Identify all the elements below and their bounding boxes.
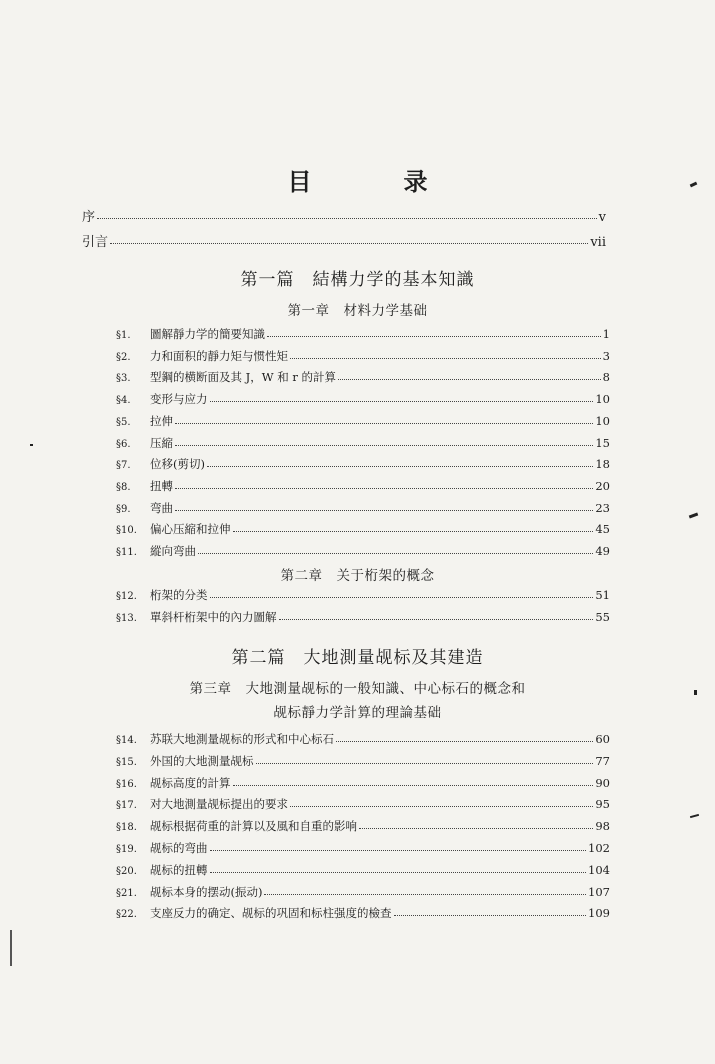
- entry-page: 10: [595, 392, 610, 407]
- section-number: §1.: [116, 330, 131, 341]
- toc-entry[interactable]: [116, 413, 612, 429]
- scan-speck: [694, 690, 697, 695]
- toc-entry[interactable]: [116, 775, 612, 791]
- toc-entry[interactable]: [116, 905, 612, 921]
- entry-page: 102: [588, 841, 610, 855]
- leader-dots: [264, 893, 586, 895]
- leader-dots: [359, 827, 593, 829]
- leader-dots: [175, 509, 593, 511]
- section-number: §10.: [116, 525, 137, 537]
- leader-dots: [210, 400, 594, 402]
- entry-page: 98: [595, 819, 610, 834]
- leader-dots: [210, 871, 587, 873]
- entry-page: 60: [595, 732, 610, 746]
- section-number: §16.: [116, 778, 137, 790]
- leader-dots: [336, 740, 593, 742]
- entry-page: v: [598, 210, 606, 225]
- toc-entry[interactable]: [116, 862, 612, 878]
- toc-entry[interactable]: [116, 456, 612, 472]
- toc-entry[interactable]: [116, 587, 612, 603]
- leader-dots: [210, 596, 594, 598]
- section-number: §5.: [116, 416, 131, 428]
- section-number: §19.: [116, 844, 137, 855]
- entry-label: 苏联大地測量觇标的形式和中心标石: [150, 732, 334, 746]
- entry-page: 77: [595, 753, 610, 768]
- entry-label: 觇标的扭轉: [150, 862, 208, 877]
- entry-label: 外国的大地測量觇标: [150, 753, 254, 768]
- entry-page: 95: [595, 797, 610, 812]
- entry-page: 15: [595, 435, 610, 450]
- page-title: 目 录: [287, 167, 462, 196]
- entry-label: 圖解靜力学的簡要知識: [150, 327, 265, 341]
- chapter-3-title-line2: 觇标靜力学計算的理論基础: [273, 705, 442, 721]
- leader-dots: [279, 618, 594, 620]
- entry-page: 18: [595, 457, 610, 472]
- leader-dots: [338, 378, 601, 380]
- toc-entry[interactable]: [116, 796, 612, 812]
- toc-entry[interactable]: [116, 369, 612, 385]
- scan-speck: [690, 814, 699, 818]
- section-number: §2.: [116, 351, 131, 363]
- entry-label: 觇标高度的計算: [150, 775, 231, 790]
- toc-entry[interactable]: [116, 500, 612, 516]
- entry-page: 23: [595, 500, 610, 515]
- toc-entry[interactable]: [116, 609, 612, 625]
- leader-dots: [233, 530, 594, 532]
- entry-label: 拉伸: [150, 413, 173, 428]
- entry-page: 10: [595, 413, 610, 428]
- entry-page: vii: [590, 235, 606, 250]
- leader-dots: [175, 487, 593, 489]
- entry-page: 8: [602, 370, 610, 385]
- entry-page: 90: [595, 775, 610, 790]
- toc-entry[interactable]: [116, 731, 612, 747]
- section-number: §21.: [116, 887, 137, 899]
- entry-page: 107: [588, 884, 610, 899]
- entry-label: 偏心压縮和拉伸: [150, 522, 231, 537]
- toc-entry[interactable]: [116, 326, 612, 342]
- section-number: §13.: [116, 613, 137, 624]
- chapter-3-title-line1: 第三章 大地測量觇标的一般知識、中心标石的概念和: [189, 681, 526, 697]
- entry-label: 觇标的弯曲: [150, 841, 208, 855]
- section-number: §7.: [116, 460, 131, 472]
- entry-label: 力和面积的靜力矩与惯性矩: [150, 348, 288, 363]
- entry-page: 20: [595, 478, 610, 493]
- leader-dots: [394, 914, 587, 916]
- toc-entry[interactable]: [116, 818, 612, 834]
- toc-entry[interactable]: [116, 348, 612, 364]
- entry-page: 104: [588, 862, 610, 877]
- entry-label: 位移(剪切): [150, 457, 205, 472]
- entry-label: 支座反力的确定、觇标的巩固和标柱强度的檢查: [150, 906, 392, 921]
- leader-dots: [267, 335, 601, 337]
- entry-label: 縱向弯曲: [150, 544, 196, 558]
- entry-page: 45: [595, 522, 610, 537]
- toc-entry[interactable]: [116, 478, 612, 494]
- entry-page: 1: [602, 327, 610, 341]
- entry-label: 扭轉: [150, 478, 173, 493]
- section-number: §3.: [116, 373, 131, 385]
- section-number: §12.: [116, 591, 137, 602]
- leader-dots: [210, 849, 587, 851]
- entry-label: 序: [82, 210, 96, 225]
- toc-entry[interactable]: [116, 543, 612, 559]
- toc-entry[interactable]: [116, 521, 612, 537]
- section-number: §22.: [116, 909, 137, 921]
- part-2-title: 第二篇 大地測量觇标及其建造: [231, 648, 484, 668]
- toc-entry[interactable]: [116, 435, 612, 451]
- part-1-title: 第一篇 結構力学的基本知識: [240, 270, 475, 290]
- entry-page: 109: [588, 906, 610, 921]
- entry-page: 55: [595, 610, 610, 624]
- entry-label: 桁架的分类: [150, 588, 208, 602]
- leader-dots: [290, 357, 601, 359]
- entry-label: 压縮: [150, 435, 173, 450]
- section-number: §4.: [116, 395, 131, 407]
- scan-speck: [30, 444, 33, 446]
- entry-label: 弯曲: [150, 500, 173, 515]
- section-number: §15.: [116, 756, 137, 768]
- chapter-2-title: 第二章 关于桁架的概念: [280, 568, 435, 584]
- entry-label: 型鋼的横断面及其 J，W 和 r 的計算: [150, 370, 337, 385]
- scan-speck: [10, 930, 12, 966]
- toc-entry[interactable]: [116, 884, 612, 900]
- entry-page: 3: [602, 348, 610, 363]
- entry-page: 51: [595, 588, 610, 602]
- scan-speck: [689, 513, 698, 519]
- entry-label: 变形与应力: [150, 392, 208, 407]
- section-number: §17.: [116, 800, 137, 812]
- entry-page: 49: [595, 544, 610, 558]
- section-number: §9.: [116, 503, 131, 515]
- leader-dots: [175, 422, 593, 424]
- entry-label: 觇标根据荷重的計算以及風和自重的影响: [150, 819, 357, 834]
- toc-entry-preface[interactable]: [82, 206, 608, 225]
- chapter-1-title: 第一章 材料力学基础: [287, 303, 428, 319]
- toc-entry-introduction[interactable]: [82, 231, 608, 250]
- leader-dots: [256, 762, 594, 764]
- leader-dots: [207, 465, 593, 467]
- section-number: §11.: [116, 547, 137, 558]
- toc-entry[interactable]: [116, 391, 612, 407]
- entry-label: 觇标本身的摆动(振动): [150, 884, 263, 899]
- toc-entry[interactable]: [116, 753, 612, 769]
- section-number: §20.: [116, 865, 137, 877]
- entry-label: 对大地測量觇标提出的要求: [150, 797, 288, 812]
- section-number: §6.: [116, 438, 131, 450]
- section-number: §8.: [116, 481, 131, 493]
- leader-dots: [290, 805, 593, 807]
- leader-dots: [233, 784, 594, 786]
- leader-dots: [198, 552, 593, 554]
- section-number: §18.: [116, 822, 137, 834]
- toc-entry[interactable]: [116, 840, 612, 856]
- leader-dots: [97, 217, 597, 219]
- leader-dots: [110, 242, 588, 244]
- entry-label: 單斜杆桁架中的內力圖解: [150, 610, 277, 624]
- section-number: §14.: [116, 735, 137, 746]
- leader-dots: [175, 444, 593, 446]
- entry-label: 引言: [82, 235, 109, 250]
